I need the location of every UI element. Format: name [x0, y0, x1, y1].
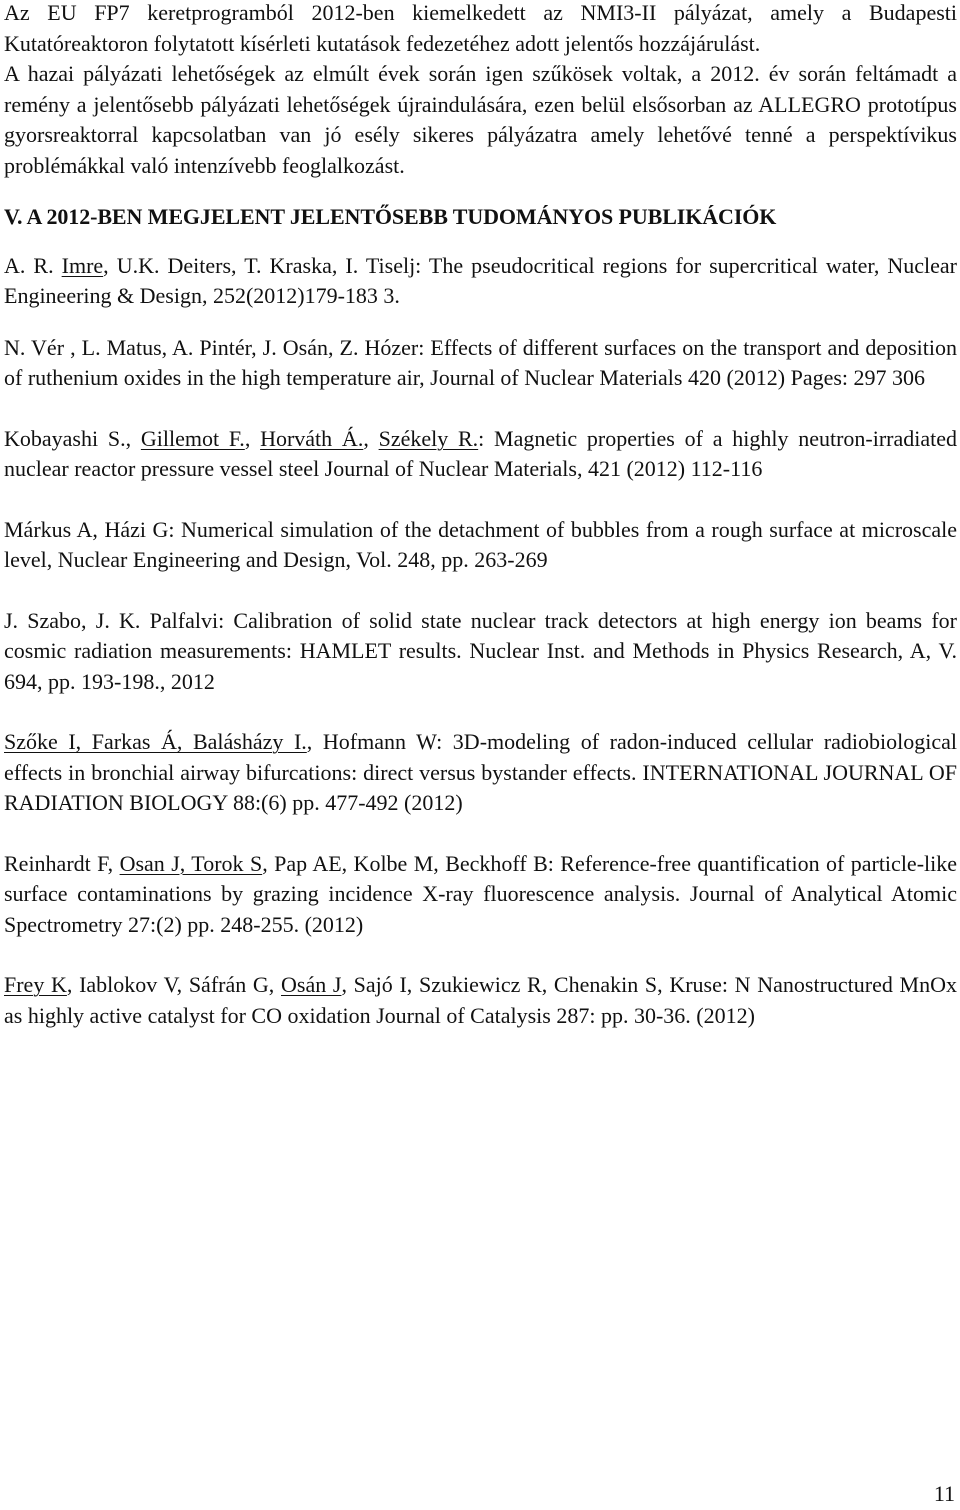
reference-author: Kobayashi S., — [4, 425, 141, 451]
reference-markus — [4, 515, 957, 576]
reference-body: Márkus A, Házi G: Numerical simulation of the detachment of bubbles from a rough surface at microscale level, Nuclear Engineering and Design, Vol. 248, pp. 263-269 — [4, 516, 957, 572]
page-content — [4, 0, 957, 1031]
reference-body: , Hofmann W: 3D-modeling of radon-induced cellular radiobiological effects in bronchial airway bifurcations: direct versus bystander effects. INTERNATIONAL JOURNAL OF RADIATION BIOLOGY 88:(6) pp. 477-492 (2012) — [4, 729, 957, 815]
reference-author-highlighted: Imre — [61, 252, 104, 278]
reference-szoke — [4, 727, 957, 819]
reference-separator: , Iablokov V, Sáfrán G, — [66, 972, 281, 997]
reference-szabo — [4, 606, 957, 698]
reference-body: , Sajó I, Szukiewicz R, Chenakin S, Kruse: N Nanostructured MnOx as highly active catalyst for CO oxidation Journal of Catalysis 287: pp. 30-36. (2012) — [4, 972, 957, 1028]
reference-body: , Pap AE, Kolbe M, Beckhoff B: Reference-free quantification of particle-like surface contaminations by grazing incidence X-ray fluorescence analysis. Journal of Analytical Atomic Spectrometry 27:(2) pp. 248-255. (2012) — [4, 850, 958, 937]
reference-kobayashi — [4, 424, 957, 485]
reference-reinhardt — [4, 849, 957, 941]
reference-author-highlighted: Szőke I, Farkas Á, Balásházy I. — [4, 729, 307, 754]
paragraph-funding: A hazai pályázati lehetőségek az elmúlt évek során igen szűkösek voltak, a 2012. év során feltámadt a remény a jelentősebb pályázati lehetőségek újraindulására, ezen belül elsősorban az ALLEGRO prototípus gyorsreaktorral kapcsolatban van jó esély sikeres pályázatra amely lehetővé tenné a perspektívikus problémákkal való intenzívebb feoglalkozást. — [4, 61, 957, 178]
reference-author-highlighted: Gillemot F. — [140, 425, 245, 451]
reference-author-highlighted: Osán J — [281, 972, 342, 997]
reference-body: J. Szabo, J. K. Palfalvi: Calibration of solid state nuclear track detectors at high energy ion beams for cosmic radiation measurements: HAMLET results. Nuclear Inst. and Methods in Physics Research, A, V. 694, pp. 193-198., 2012 — [4, 607, 957, 694]
reference-author-highlighted: Frey K — [4, 972, 67, 997]
reference-author-highlighted: Horváth Á. — [260, 425, 364, 451]
page-number: 11 — [933, 1481, 955, 1506]
reference-imre — [4, 251, 957, 312]
reference-separator: , — [244, 425, 261, 451]
paragraph-nmi3: Az EU FP7 keretprogramból 2012-ben kiemelkedett az NMI3-II pályázat, amely a Budapesti Kutatóreaktoron folytatott kísérleti kutatások fedezetéhez adott jelentős hozzájárulást. — [4, 0, 957, 56]
reference-frey — [4, 970, 957, 1031]
reference-body: , U.K. Deiters, T. Kraska, I. Tiselj: The pseudocritical regions for supercritical water, Nuclear Engineering & Design, 252(2012)179-183 3. — [4, 252, 957, 308]
reference-author-highlighted: Osan J, Torok S — [119, 850, 263, 876]
section-heading: V. A 2012-BEN MEGJELENT JELENTŐSEBB TUDOMÁNYOS PUBLIKÁCIÓK — [4, 204, 777, 229]
reference-body: N. Vér , L. Matus, A. Pintér, J. Osán, Z. Hózer: Effects of different surfaces on the transport and deposition of ruthenium oxides in the high temperature air, Journal of Nuclear Materials 420 (2012) Pages: 297 306 — [4, 334, 957, 390]
reference-author: A. R. — [4, 252, 62, 278]
reference-author-highlighted: Székely R. — [378, 425, 479, 451]
reference-author: Reinhardt F, — [4, 850, 120, 876]
reference-ver — [4, 333, 957, 394]
reference-body: : Magnetic properties of a highly neutron-irradiated nuclear reactor pressure vessel steel Journal of Nuclear Materials, 421 (2012) 112-116 — [4, 425, 958, 481]
reference-separator: , — [363, 425, 379, 451]
